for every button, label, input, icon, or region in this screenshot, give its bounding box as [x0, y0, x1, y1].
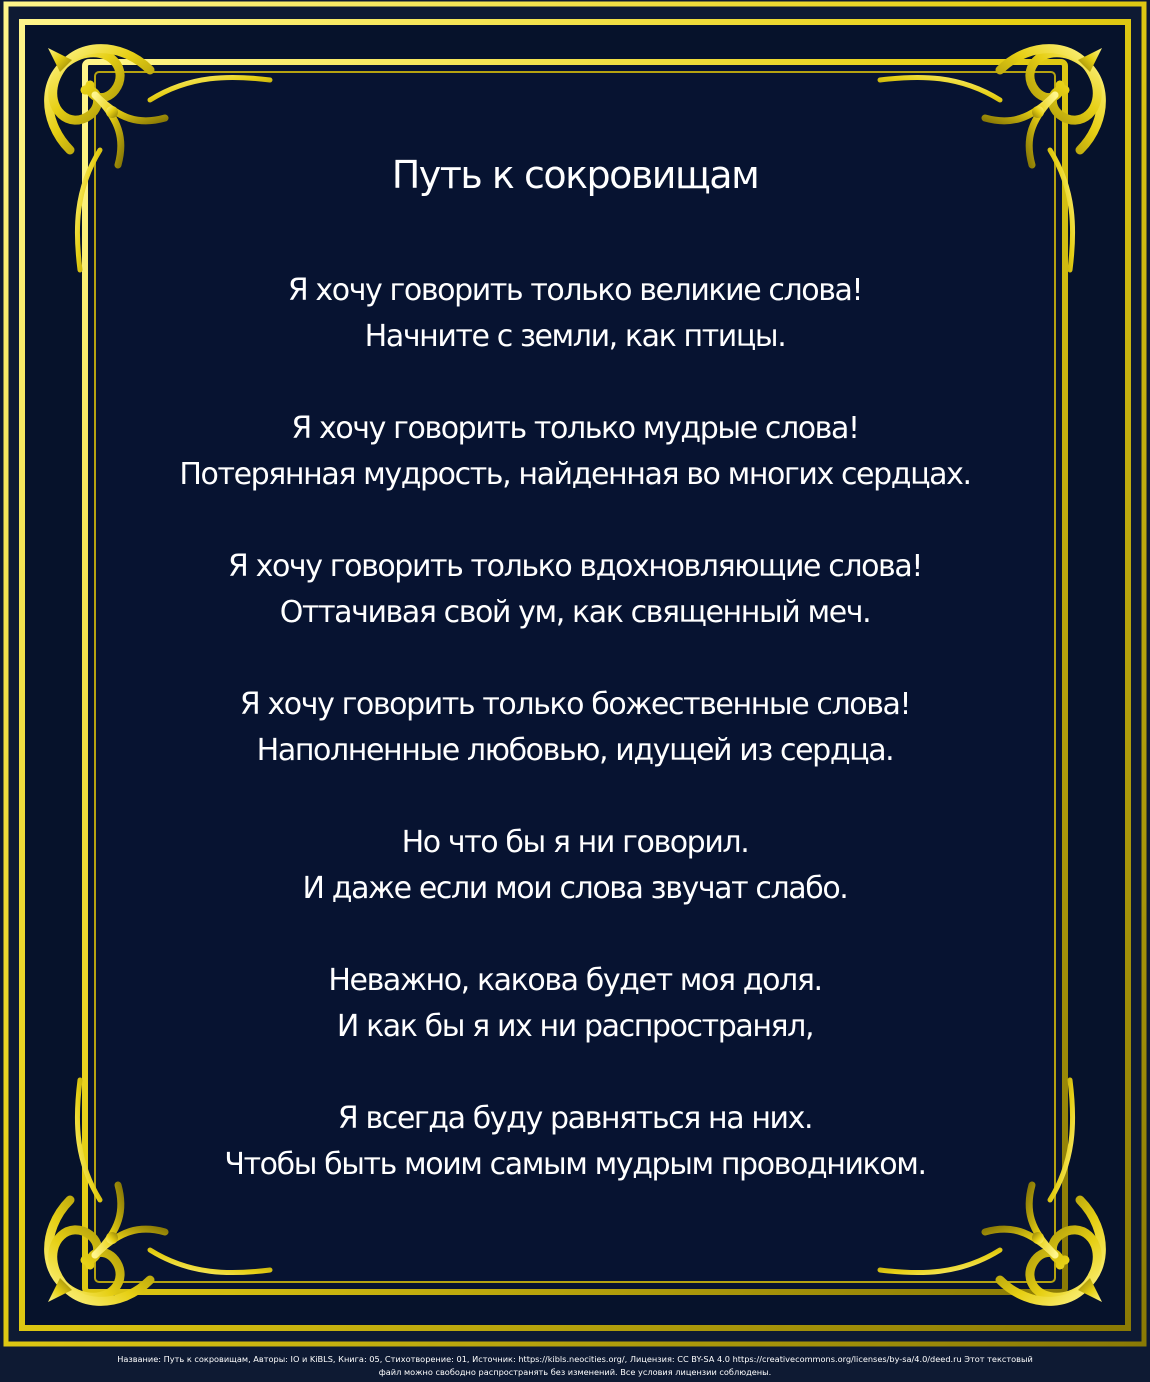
poem-line: Оттачивая свой ум, как священный меч. — [279, 595, 871, 630]
poem-line: Но что бы я ни говорил. — [401, 825, 749, 860]
poem-line: Неважно, какова будет моя доля. — [328, 963, 822, 998]
poem-line: Наполненные любовью, идущей из сердца. — [256, 733, 894, 768]
stanza — [95, 820, 1055, 912]
poem-body — [95, 110, 1055, 1230]
license-footer-line: Название: Путь к сокровищам, Авторы: IO и KiBLS, Книга: 05, Стихотворение: 01, Источник: https://kibls.neocities.org/, Лицензия: CC BY-SA 4.0 https://creativecommons.org/licenses/by-sa/4.0/deed.ru Этот текстовый — [117, 1354, 1033, 1364]
poem-line: Я всегда буду равняться на них. — [337, 1101, 813, 1136]
license-footer — [0, 1350, 1150, 1382]
poem-line: Я хочу говорить только великие слова! — [287, 273, 863, 308]
poem-title: Путь к сокровищам — [391, 153, 759, 197]
license-footer-line: файл можно свободно распространять без изменений. Все условия лицензии соблюдены. — [378, 1367, 772, 1377]
poem-line: Я хочу говорить только вдохновляющие слова! — [228, 549, 922, 584]
stanza — [95, 268, 1055, 360]
poem-stanzas — [95, 268, 1055, 1188]
stanza — [95, 682, 1055, 774]
poem-line: Чтобы быть моим самым мудрым проводником. — [224, 1147, 926, 1182]
stanza — [95, 958, 1055, 1050]
stanza — [95, 406, 1055, 498]
poem-line: Я хочу говорить только божественные слова! — [239, 687, 911, 722]
poem-line: И как бы я их ни распространял, — [336, 1009, 814, 1044]
poem-line: Начните с земли, как птицы. — [364, 319, 786, 354]
poem-line: И даже если мои слова звучат слабо. — [302, 871, 848, 906]
stanza — [95, 544, 1055, 636]
poem-line: Потерянная мудрость, найденная во многих сердцах. — [179, 457, 971, 492]
stanza — [95, 1096, 1055, 1188]
poem-line: Я хочу говорить только мудрые слова! — [291, 411, 859, 446]
